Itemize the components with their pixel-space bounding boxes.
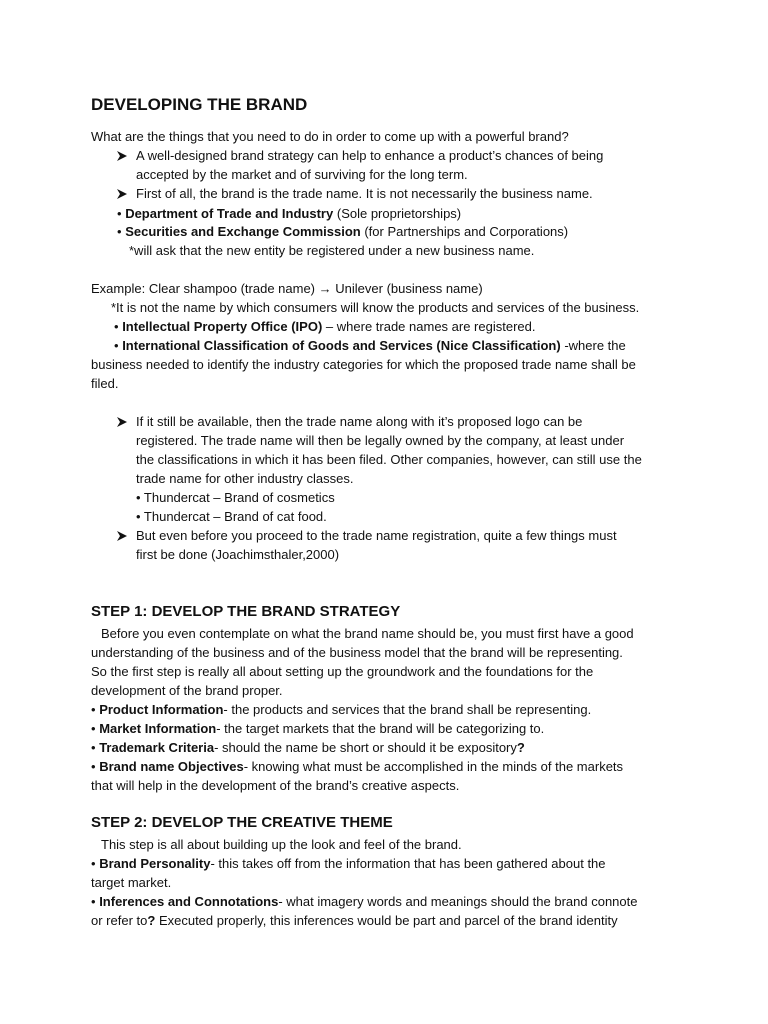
example-label: Example: xyxy=(91,281,146,296)
trademark-criteria-item xyxy=(91,738,525,757)
example-note: *It is not the name by which consumers will know the products and services of the business. xyxy=(111,300,640,315)
inferences-connotations-line-2b: Executed properly, this inferences would be part and parcel of the brand identity xyxy=(158,913,618,928)
dti-label: Department of Trade and Industry xyxy=(125,206,334,221)
market-information-label: Market Information xyxy=(99,721,217,736)
thundercat-example-2: • Thundercat – Brand of cat food. xyxy=(136,509,327,524)
proceed-line-1: But even before you proceed to the trade name registration, quite a few things must xyxy=(136,528,617,543)
question-mark: ? xyxy=(516,740,525,755)
sec-bullet-line xyxy=(117,222,568,241)
brand-name-objectives-label: Brand name Objectives xyxy=(99,759,244,774)
icgs-bullet-line xyxy=(114,336,626,355)
step-1-paragraph-line-2: understanding of the business and of the business model that the brand will be representing. xyxy=(91,645,623,660)
bullet: • xyxy=(91,740,96,755)
page-title: DEVELOPING THE BRAND xyxy=(91,95,308,114)
product-information-text: - the products and services that the brand shall be representing. xyxy=(223,702,592,717)
intro-question: What are the things that you need to do in order to come up with a powerful brand? xyxy=(91,129,569,144)
brand-name-objectives-item xyxy=(91,757,623,776)
product-information-label: Product Information xyxy=(99,702,224,717)
ipo-label: Intellectual Property Office (IPO) xyxy=(122,319,323,334)
brand-personality-text: - this takes off from the information that has been gathered about the xyxy=(210,856,606,871)
inferences-connotations-line-2 xyxy=(91,911,618,930)
availability-line-2: registered. The trade name will then be legally owned by the company, at least under xyxy=(136,433,625,448)
ipo-text: – where trade names are registered. xyxy=(325,319,536,334)
example-business-name: Unilever (business name) xyxy=(335,281,483,296)
inferences-connotations-label: Inferences and Connotations xyxy=(99,894,279,909)
availability-line-3: the classifications in which it has been filed. Other companies, however, can still use the xyxy=(136,452,642,467)
brand-name-objectives-text: - knowing what must be accomplished in the minds of the markets xyxy=(243,759,624,774)
bullet: • xyxy=(91,702,96,717)
arrow-item-2: First of all, the brand is the trade name. It is not necessarily the business name. xyxy=(136,186,593,201)
step-2-heading: STEP 2: DEVELOP THE CREATIVE THEME xyxy=(91,814,393,831)
brand-name-objectives-line-2: that will help in the development of the brand’s creative aspects. xyxy=(91,778,460,793)
sec-text: (for Partnerships and Corporations) xyxy=(364,224,569,239)
bullet: • xyxy=(91,759,96,774)
bullet: • xyxy=(114,338,119,353)
step-1-heading: STEP 1: DEVELOP THE BRAND STRATEGY xyxy=(91,603,401,620)
inferences-connotations-text: - what imagery words and meanings should the brand connote xyxy=(278,894,638,909)
market-information-text: - the target markets that the brand will be categorizing to. xyxy=(216,721,545,736)
availability-line-4: trade name for other industry classes. xyxy=(136,471,354,486)
step-1-paragraph-line-3: So the first step is really all about setting up the groundwork and the foundations for the xyxy=(91,664,594,679)
bullet: • xyxy=(117,206,122,221)
trademark-criteria-text: - should the name be short or should it be expository xyxy=(214,740,517,755)
registration-note: *will ask that the new entity be registered under a new business name. xyxy=(129,243,535,258)
bullet: • xyxy=(114,319,119,334)
sec-label: Securities and Exchange Commission xyxy=(125,224,361,239)
thundercat-example-1: • Thundercat – Brand of cosmetics xyxy=(136,490,335,505)
arrow-item-1-line-1: A well-designed brand strategy can help to enhance a product’s chances of being xyxy=(136,148,604,163)
bullet: • xyxy=(91,894,96,909)
brand-personality-label: Brand Personality xyxy=(99,856,211,871)
brand-personality-item xyxy=(91,854,606,873)
icgs-line-2: business needed to identify the industry categories for which the proposed trade name shall be xyxy=(91,357,636,372)
bullet: • xyxy=(91,856,96,871)
brand-personality-line-2: target market. xyxy=(91,875,172,890)
step-1-paragraph-line-4: development of the brand proper. xyxy=(91,683,283,698)
arrowhead-bullet-icon xyxy=(116,150,128,162)
ipo-bullet-line xyxy=(114,317,535,336)
icgs-text: -where the xyxy=(564,338,626,353)
arrow-item-1-line-2: accepted by the market and of surviving for the long term. xyxy=(136,167,468,182)
bullet: • xyxy=(117,224,122,239)
inferences-connotations-item xyxy=(91,892,638,911)
availability-line-1: If it still be available, then the trade name along with it’s proposed logo can be xyxy=(136,414,583,429)
dti-text: (Sole proprietorships) xyxy=(336,206,462,221)
market-information-item xyxy=(91,719,544,738)
inferences-connotations-line-2a: or refer to xyxy=(91,913,148,928)
example-trade-name: Clear shampoo (trade name) xyxy=(148,281,316,296)
icgs-label: International Classification of Goods and Services (Nice Classification) xyxy=(122,338,561,353)
arrowhead-bullet-icon xyxy=(116,188,128,200)
icgs-line-3: filed. xyxy=(91,376,119,391)
bullet: • xyxy=(91,721,96,736)
trademark-criteria-label: Trademark Criteria xyxy=(99,740,215,755)
product-information-item xyxy=(91,700,591,719)
step-1-paragraph-line-1: Before you even contemplate on what the brand name should be, you must first have a good xyxy=(101,626,634,641)
proceed-line-2: first be done (Joachimsthaler,2000) xyxy=(136,547,340,562)
arrowhead-bullet-icon xyxy=(116,530,128,542)
dti-bullet-line xyxy=(117,204,461,223)
step-2-paragraph-line-1: This step is all about building up the look and feel of the brand. xyxy=(101,837,462,852)
right-arrow-icon: → xyxy=(318,281,332,296)
question-mark: ? xyxy=(147,913,156,928)
example-line xyxy=(91,279,483,298)
arrowhead-bullet-icon xyxy=(116,416,128,428)
